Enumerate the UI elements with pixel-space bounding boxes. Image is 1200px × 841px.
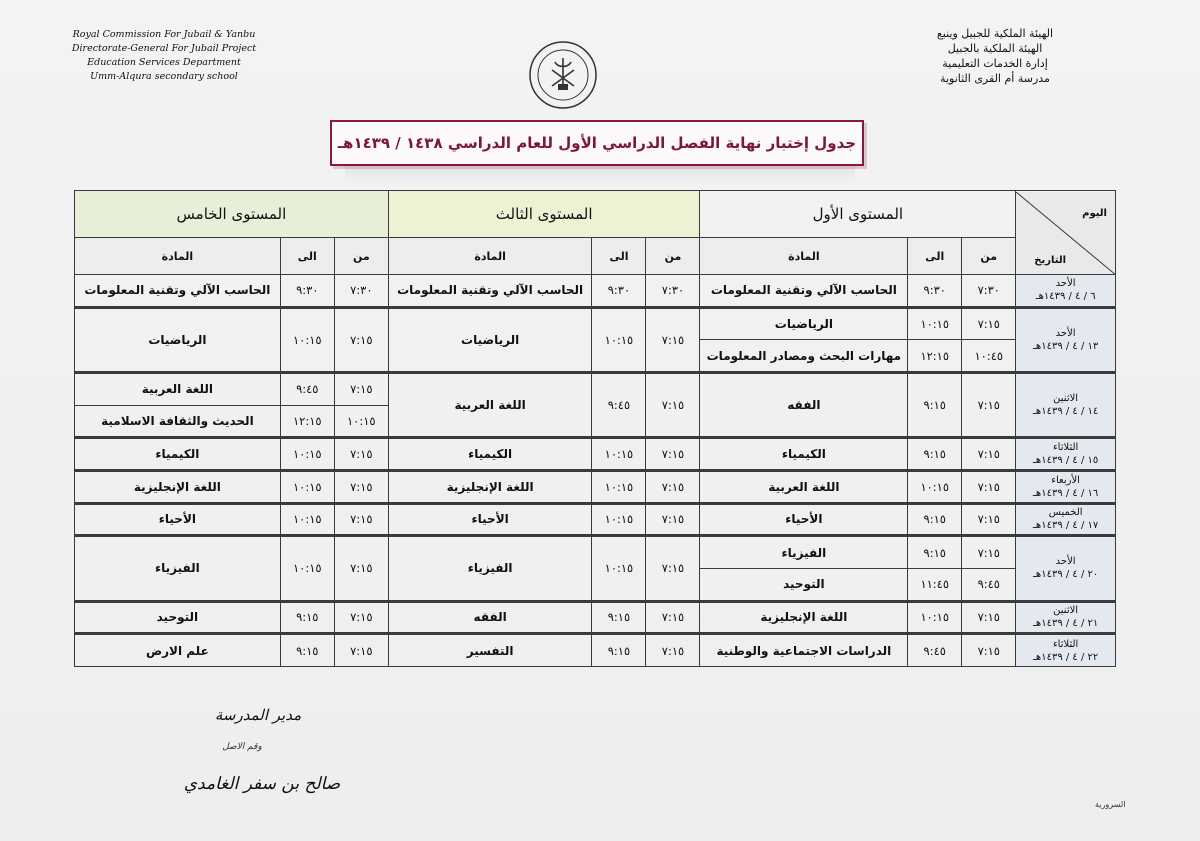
exam-subject: الفيزياء: [700, 536, 908, 569]
exam-end-time: ٩:١٥: [908, 372, 962, 437]
header-en-line: Education Services Department: [87, 57, 241, 68]
corner-date-label: التاريخ: [1034, 254, 1067, 266]
exam-start-time: ٧:١٥: [334, 634, 388, 667]
exam-end-time: ٩:١٥: [908, 536, 962, 569]
exam-subject: الأحياء: [75, 503, 281, 536]
exam-start-time: ٧:١٥: [962, 601, 1016, 634]
date-label: ٢١ / ٤ / ١٤٣٩هـ: [1033, 618, 1099, 630]
exam-start-time: ٧:١٥: [962, 307, 1016, 340]
day-date-cell: [1016, 536, 1116, 601]
day-date-corner-header: [1016, 191, 1116, 275]
exam-subject: الفيزياء: [388, 536, 592, 601]
exam-subject: الحاسب الآلي وتقنية المعلومات: [700, 275, 908, 308]
exam-subject: اللغة العربية: [388, 372, 592, 437]
schedule-row: [75, 536, 1116, 569]
to-header: الى: [592, 238, 646, 275]
exam-subject: الكيمياء: [700, 438, 908, 471]
exam-end-time: ١٠:١٥: [280, 536, 334, 601]
schedule-body: [75, 275, 1116, 667]
exam-start-time: ٧:٣٠: [962, 275, 1016, 308]
exam-start-time: ١٠:١٥: [334, 405, 388, 438]
level-3-header: المستوى الثالث: [388, 191, 700, 238]
date-label: ١٧ / ٤ / ١٤٣٩هـ: [1033, 520, 1099, 532]
date-label: ٢٠ / ٤ / ١٤٣٩هـ: [1033, 569, 1099, 581]
exam-start-time: ٧:١٥: [646, 634, 700, 667]
exam-start-time: ٧:١٥: [334, 470, 388, 503]
day-date-cell: [1016, 307, 1116, 372]
exam-subject: التوحيد: [700, 568, 908, 601]
exam-end-time: ١٠:١٥: [908, 601, 962, 634]
exam-start-time: ٧:١٥: [646, 372, 700, 437]
exam-subject: علم الارض: [75, 634, 281, 667]
exam-subject: الكيمياء: [75, 438, 281, 471]
exam-start-time: ٧:١٥: [646, 438, 700, 471]
exam-subject: التفسير: [388, 634, 592, 667]
to-header: الى: [280, 238, 334, 275]
exam-end-time: ٩:٤٥: [592, 372, 646, 437]
day-label: الخميس: [1048, 507, 1083, 519]
day-label: الثلاثاء: [1052, 442, 1079, 454]
exam-start-time: ٧:١٥: [646, 601, 700, 634]
header-ar-line: إدارة الخدمات التعليمية: [942, 57, 1048, 70]
schedule-row: [75, 601, 1116, 634]
header-arabic: [880, 26, 1110, 86]
date-label: ١٥ / ٤ / ١٤٣٩هـ: [1033, 455, 1099, 467]
date-label: ١٣ / ٤ / ١٤٣٩هـ: [1033, 340, 1099, 352]
exam-start-time: ٧:١٥: [962, 503, 1016, 536]
principal-signature-name: صالح بن سفر الغامدي: [183, 774, 341, 794]
kingdom-seal-logo: [528, 40, 598, 110]
exam-subject: الرياضيات: [75, 307, 281, 372]
subject-header: المادة: [700, 238, 908, 275]
exam-start-time: ٧:١٥: [962, 470, 1016, 503]
footnote: السرورية: [1095, 800, 1126, 809]
day-label: الأحد: [1055, 556, 1076, 568]
exam-end-time: ١٠:١٥: [280, 470, 334, 503]
date-label: ١٤ / ٤ / ١٤٣٩هـ: [1033, 406, 1099, 418]
schedule-row: [75, 307, 1116, 340]
exam-subject: الحاسب الآلي وتقنية المعلومات: [388, 275, 592, 308]
exam-start-time: ٧:١٥: [334, 536, 388, 601]
exam-subject: الكيمياء: [388, 438, 592, 471]
exam-subject: اللغة العربية: [700, 470, 908, 503]
day-label: الثلاثاء: [1052, 638, 1079, 650]
principal-title: مدير المدرسة: [214, 706, 302, 724]
exam-start-time: ٧:١٥: [646, 503, 700, 536]
level-1-header: المستوى الأول: [700, 191, 1016, 238]
day-date-cell: [1016, 275, 1116, 308]
exam-subject: الفقه: [388, 601, 592, 634]
exam-start-time: ٧:٣٠: [334, 275, 388, 308]
exam-start-time: ٧:١٥: [334, 372, 388, 405]
day-date-cell: [1016, 372, 1116, 437]
exam-start-time: ٧:١٥: [962, 372, 1016, 437]
to-header: الى: [908, 238, 962, 275]
exam-subject: اللغة الإنجليزية: [388, 470, 592, 503]
exam-end-time: ٩:١٥: [592, 601, 646, 634]
exam-end-time: ٩:٣٠: [908, 275, 962, 308]
exam-end-time: ١٠:١٥: [592, 536, 646, 601]
exam-end-time: ٩:٤٥: [908, 634, 962, 667]
exam-end-time: ٩:١٥: [908, 438, 962, 471]
exam-end-time: ١٢:١٥: [280, 405, 334, 438]
exam-subject: مهارات البحث ومصادر المعلومات: [700, 340, 908, 373]
day-date-cell: [1016, 470, 1116, 503]
schedule-row: [75, 275, 1116, 308]
exam-start-time: ٩:٤٥: [962, 568, 1016, 601]
exam-end-time: ١٠:١٥: [592, 438, 646, 471]
exam-subject: الأحياء: [700, 503, 908, 536]
exam-end-time: ٩:٤٥: [280, 372, 334, 405]
exam-end-time: ١٢:١٥: [908, 340, 962, 373]
exam-start-time: ٧:١٥: [334, 503, 388, 536]
exam-subject: اللغة الإنجليزية: [700, 601, 908, 634]
exam-end-time: ١٠:١٥: [908, 307, 962, 340]
from-header: من: [646, 238, 700, 275]
exam-subject: الأحياء: [388, 503, 592, 536]
from-header: من: [962, 238, 1016, 275]
date-label: ١٦ / ٤ / ١٤٣٩هـ: [1033, 487, 1099, 499]
exam-end-time: ٩:١٥: [592, 634, 646, 667]
exam-start-time: ٧:١٥: [334, 601, 388, 634]
from-header: من: [334, 238, 388, 275]
exam-end-time: ١٠:١٥: [280, 307, 334, 372]
schedule-row: [75, 470, 1116, 503]
exam-end-time: ٩:٣٠: [280, 275, 334, 308]
day-label: الأحد: [1055, 278, 1076, 290]
exam-end-time: ١١:٤٥: [908, 568, 962, 601]
exam-end-time: ١٠:١٥: [908, 470, 962, 503]
day-date-cell: [1016, 503, 1116, 536]
header-en-line: Umm-Alqura secondary school: [90, 71, 238, 82]
exam-start-time: ٧:١٥: [334, 438, 388, 471]
exam-subject: التوحيد: [75, 601, 281, 634]
exam-end-time: ١٠:١٥: [592, 503, 646, 536]
exam-subject: اللغة العربية: [75, 372, 281, 405]
exam-end-time: ١٠:١٥: [592, 307, 646, 372]
exam-start-time: ١٠:٤٥: [962, 340, 1016, 373]
exam-start-time: ٧:١٥: [646, 470, 700, 503]
exam-subject: الحديث والثقافة الاسلامية: [75, 405, 281, 438]
exam-start-time: ٧:١٥: [646, 536, 700, 601]
schedule-title: [330, 120, 864, 166]
signature-note: وقم الاصل: [222, 742, 262, 752]
exam-start-time: ٧:١٥: [962, 438, 1016, 471]
schedule-row: [75, 372, 1116, 405]
exam-subject: الحاسب الآلي وتقنية المعلومات: [75, 275, 281, 308]
day-date-cell: [1016, 634, 1116, 667]
exam-end-time: ٩:١٥: [908, 503, 962, 536]
exam-start-time: ٧:١٥: [646, 307, 700, 372]
subject-header: المادة: [388, 238, 592, 275]
exam-end-time: ٩:١٥: [280, 601, 334, 634]
date-label: ٦ / ٤ / ١٤٣٩هـ: [1035, 291, 1096, 303]
exam-subject: الرياضيات: [700, 307, 908, 340]
exam-end-time: ١٠:١٥: [280, 438, 334, 471]
exam-start-time: ٧:١٥: [334, 307, 388, 372]
exam-subject: اللغة الإنجليزية: [75, 470, 281, 503]
level-5-header: المستوى الخامس: [75, 191, 389, 238]
exam-subject: الدراسات الاجتماعية والوطنية: [700, 634, 908, 667]
exam-start-time: ٧:١٥: [962, 536, 1016, 569]
header-ar-line: الهيئة الملكية بالجبيل: [947, 42, 1043, 55]
day-label: الاثنين: [1053, 605, 1079, 617]
day-label: الأربعاء: [1051, 474, 1080, 486]
exam-end-time: ١٠:١٥: [592, 470, 646, 503]
day-label: الاثنين: [1053, 393, 1079, 405]
schedule-title-text: جدول إختبار نهاية الفصل الدراسي الأول للعام الدراسي ١٤٣٨ / ١٤٣٩هـ: [337, 134, 857, 152]
exam-subject: الرياضيات: [388, 307, 592, 372]
exam-subject: الفقه: [700, 372, 908, 437]
exam-start-time: ٧:١٥: [962, 634, 1016, 667]
exam-schedule-table: [74, 190, 1116, 667]
date-label: ٢٢ / ٤ / ١٤٣٩هـ: [1033, 651, 1099, 663]
day-date-cell: [1016, 438, 1116, 471]
schedule-row: [75, 438, 1116, 471]
day-date-cell: [1016, 601, 1116, 634]
corner-day-label: اليوم: [1082, 207, 1107, 219]
exam-end-time: ١٠:١٥: [280, 503, 334, 536]
exam-end-time: ٩:١٥: [280, 634, 334, 667]
header-en-line: Royal Commission For Jubail & Yanbu: [72, 29, 256, 40]
exam-subject: الفيزياء: [75, 536, 281, 601]
header-ar-line: الهيئة الملكية للجبيل وينبع: [936, 27, 1054, 40]
schedule-row: [75, 503, 1116, 536]
header-ar-line: مدرسة أم القرى الثانوية: [940, 72, 1050, 85]
schedule-row: [75, 634, 1116, 667]
day-label: الأحد: [1055, 327, 1076, 339]
exam-start-time: ٧:٣٠: [646, 275, 700, 308]
header-en-line: Directorate-General For Jubail Project: [71, 43, 257, 54]
exam-end-time: ٩:٣٠: [592, 275, 646, 308]
subject-header: المادة: [75, 238, 281, 275]
header-english: [44, 28, 284, 84]
